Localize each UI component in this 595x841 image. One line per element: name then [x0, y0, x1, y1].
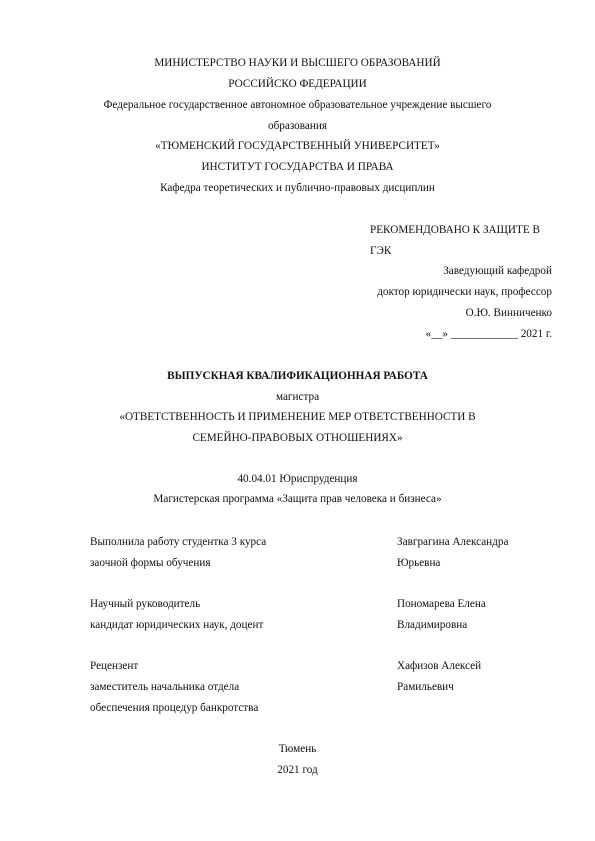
work-title-line-2: СЕМЕЙНО-ПРАВОВЫХ ОТНОШЕНИЯХ» [192, 432, 403, 444]
student-name-line-1: Завграгина Александра [397, 536, 509, 548]
head-of-department-degree: доктор юридически наук, профессор [377, 286, 552, 298]
specialty: 40.04.01 Юриспруденция [237, 473, 358, 485]
approval-line-1: РЕКОМЕНДОВАНО К ЗАЩИТЕ В [370, 224, 540, 236]
reviewer-name-line-2: Рамильевич [397, 681, 454, 693]
head-of-department-name: О.Ю. Винниченко [465, 307, 552, 319]
student-name-line-2: Юрьевна [397, 557, 441, 569]
department-name: Кафедра теоретических и публично-правовых дисциплин [160, 182, 435, 194]
student-role-line-1: Выполнила работу студентка 3 курса [90, 536, 267, 548]
approval-date-line: «__» ____________ 2021 г. [425, 328, 552, 340]
head-of-department-title: Заведующий кафедрой [443, 265, 552, 277]
work-level: магистра [275, 391, 320, 403]
institute-name: ИНСТИТУТ ГОСУДАРСТВА И ПРАВА [201, 161, 394, 173]
ministry-line-1: МИНИСТЕРСТВО НАУКИ И ВЫСШЕГО ОБРАЗОВАНИЙ [154, 57, 441, 69]
approval-line-2: ГЭК [370, 245, 392, 257]
supervisor-name-line-2: Владимировна [397, 619, 468, 631]
supervisor-name-line-1: Пономарева Елена [397, 598, 486, 610]
master-program: Магистерская программа «Защита прав человека и бизнеса» [153, 493, 442, 505]
reviewer-role-line-3: обеспечения процедур банкротства [90, 702, 259, 714]
supervisor-role-line-2: кандидат юридических наук, доцент [90, 619, 264, 631]
supervisor-role-line-1: Научный руководитель [90, 598, 201, 610]
university-name: «ТЮМЕНСКИЙ ГОСУДАРСТВЕННЫЙ УНИВЕРСИТЕТ» [155, 140, 440, 152]
reviewer-role-line-1: Рецензент [90, 660, 139, 672]
student-role-line-2: заочной формы обучения [90, 557, 211, 569]
reviewer-role-line-2: заместитель начальника отдела [90, 681, 240, 693]
work-title-line-1: «ОТВЕТСТВЕННОСТЬ И ПРИМЕНЕНИЕ МЕР ОТВЕТСТВЕННОСТИ В [119, 411, 476, 423]
ministry-line-2: РОССИЙСКО ФЕДЕРАЦИИ [228, 78, 367, 90]
work-type: ВЫПУСКНАЯ КВАЛИФИКАЦИОННАЯ РАБОТА [167, 370, 428, 382]
year: 2021 год [277, 764, 318, 776]
reviewer-name-line-1: Хафизов Алексей [397, 660, 482, 672]
institution-line-1: Федеральное государственное автономное образовательное учреждение высшего [103, 99, 492, 111]
city: Тюмень [278, 743, 317, 755]
institution-line-2: образования [267, 120, 327, 132]
